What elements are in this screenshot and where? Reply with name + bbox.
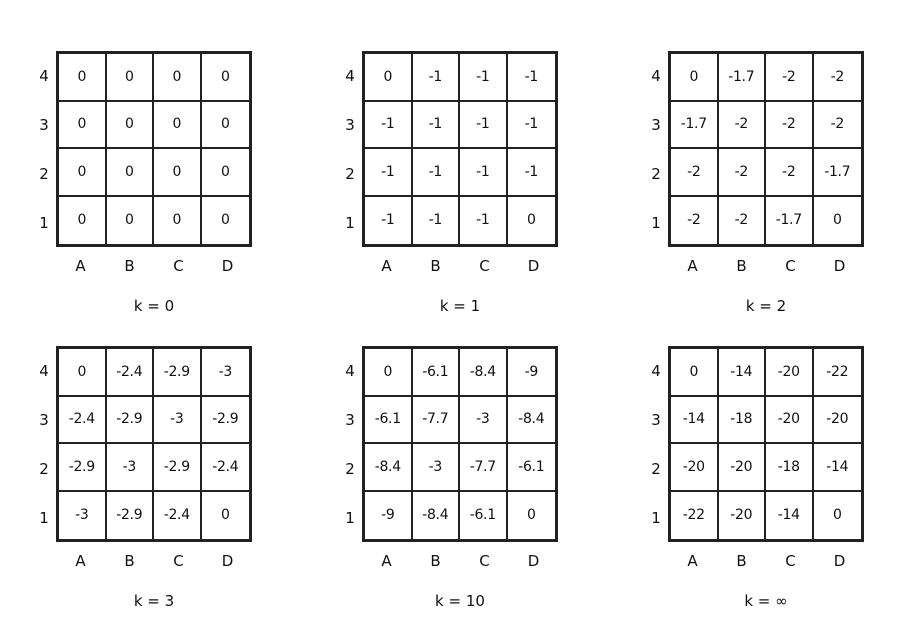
grid-cell: -2 bbox=[671, 149, 719, 197]
row-label: 3 bbox=[39, 116, 49, 134]
grid-cell: -2.9 bbox=[107, 492, 155, 540]
grid-cell: 0 bbox=[59, 349, 107, 397]
panel-caption: k = 0 bbox=[133, 297, 175, 315]
row-label: 4 bbox=[651, 67, 661, 85]
grid-cell: -14 bbox=[671, 397, 719, 445]
row-label: 4 bbox=[39, 67, 49, 85]
grid-cell: -1.7 bbox=[766, 197, 814, 245]
panel-caption: k = 10 bbox=[435, 592, 485, 610]
grid-cell: -20 bbox=[719, 444, 767, 492]
grid-cell: -2 bbox=[766, 54, 814, 102]
row-label: 3 bbox=[345, 411, 355, 429]
grid-cell: -1 bbox=[365, 197, 413, 245]
col-label: D bbox=[527, 257, 540, 275]
grid-cell: 0 bbox=[671, 54, 719, 102]
col-label: C bbox=[785, 552, 796, 570]
grid-cell: -6.1 bbox=[365, 397, 413, 445]
grid-cell: -1 bbox=[460, 197, 508, 245]
grid-cell: -2.4 bbox=[202, 444, 250, 492]
grid-cell: -3 bbox=[202, 349, 250, 397]
panel-k3 bbox=[36, 346, 276, 636]
grid-cell: -18 bbox=[719, 397, 767, 445]
row-label: 1 bbox=[345, 214, 355, 232]
grid-cell: 0 bbox=[59, 102, 107, 150]
col-label: B bbox=[124, 552, 135, 570]
value-grid bbox=[56, 51, 252, 247]
panel-caption: k = 1 bbox=[439, 297, 481, 315]
col-label: C bbox=[173, 257, 184, 275]
grid-cell: 0 bbox=[526, 507, 536, 524]
grid-cell: 0 bbox=[154, 102, 202, 150]
grid-cell: 0 bbox=[220, 507, 230, 524]
grid-cell: -2.9 bbox=[59, 444, 107, 492]
grid-cell: -2.9 bbox=[154, 444, 202, 492]
row-label: 3 bbox=[651, 116, 661, 134]
grid-cell: -2 bbox=[814, 102, 862, 150]
col-label: B bbox=[124, 257, 135, 275]
value-grid bbox=[668, 346, 864, 542]
grid-cell: -2.4 bbox=[154, 492, 202, 540]
col-label: C bbox=[479, 257, 490, 275]
row-label: 2 bbox=[39, 165, 49, 183]
grid-cell: -1.7 bbox=[719, 54, 767, 102]
col-label: A bbox=[381, 552, 392, 570]
value-grid bbox=[668, 51, 864, 247]
grid-cell: -22 bbox=[671, 492, 719, 540]
col-label: A bbox=[687, 552, 698, 570]
grid-cell: -2 bbox=[814, 54, 862, 102]
grid-cell: -2.4 bbox=[59, 397, 107, 445]
grid-cell: -8.4 bbox=[365, 444, 413, 492]
col-label: D bbox=[833, 257, 846, 275]
row-label: 2 bbox=[39, 460, 49, 478]
panel-k2 bbox=[648, 51, 888, 341]
row-label: 1 bbox=[345, 509, 355, 527]
grid-cell: -20 bbox=[814, 397, 862, 445]
grid-cell: -1 bbox=[508, 54, 556, 102]
grid-cell: -2.9 bbox=[202, 397, 250, 445]
grid-cell: -1 bbox=[508, 102, 556, 150]
row-label: 3 bbox=[651, 411, 661, 429]
grid-cell: -2 bbox=[766, 149, 814, 197]
grid-cell: -1.7 bbox=[814, 149, 862, 197]
grid-cell: -3 bbox=[59, 492, 107, 540]
grid-cell: 0 bbox=[107, 54, 155, 102]
grid-cell: -8.4 bbox=[460, 349, 508, 397]
grid-cell: -9 bbox=[365, 492, 413, 540]
col-label: B bbox=[430, 257, 441, 275]
panel-caption: k = 3 bbox=[133, 592, 175, 610]
grid-cell: -6.1 bbox=[413, 349, 461, 397]
grid-cell: -1 bbox=[413, 102, 461, 150]
grid-cell: 0 bbox=[202, 54, 250, 102]
grid-cell: 0 bbox=[832, 507, 842, 524]
grid-cell: -1 bbox=[413, 197, 461, 245]
grid-cell: -14 bbox=[719, 349, 767, 397]
row-label: 2 bbox=[651, 460, 661, 478]
grid-cell: -1 bbox=[460, 54, 508, 102]
grid-cell: 0 bbox=[107, 102, 155, 150]
grid-cell: 0 bbox=[59, 149, 107, 197]
grid-cell: -2.9 bbox=[154, 349, 202, 397]
grid-cell: -2 bbox=[719, 149, 767, 197]
grid-cell: 0 bbox=[107, 197, 155, 245]
value-grid bbox=[362, 346, 558, 542]
grid-cell: -1 bbox=[508, 149, 556, 197]
value-grid bbox=[362, 51, 558, 247]
grid-cell: -1.7 bbox=[671, 102, 719, 150]
row-label: 4 bbox=[651, 362, 661, 380]
grid-cell: -7.7 bbox=[460, 444, 508, 492]
col-label: D bbox=[221, 552, 234, 570]
col-label: B bbox=[736, 257, 747, 275]
grid-cell: 0 bbox=[365, 54, 413, 102]
row-label: 4 bbox=[39, 362, 49, 380]
grid-cell: 0 bbox=[832, 212, 842, 229]
row-label: 2 bbox=[651, 165, 661, 183]
grid-cell: -18 bbox=[766, 444, 814, 492]
grid-cell: -2.9 bbox=[107, 397, 155, 445]
row-label: 2 bbox=[345, 165, 355, 183]
col-label: A bbox=[381, 257, 392, 275]
grid-cell: 0 bbox=[202, 102, 250, 150]
grid-cell: 0 bbox=[154, 197, 202, 245]
col-label: D bbox=[527, 552, 540, 570]
col-label: C bbox=[173, 552, 184, 570]
grid-cell: -22 bbox=[814, 349, 862, 397]
row-label: 1 bbox=[39, 214, 49, 232]
grid-cell: -20 bbox=[671, 444, 719, 492]
grid-cell: 0 bbox=[59, 197, 107, 245]
grid-cell: -1 bbox=[413, 54, 461, 102]
grid-cell: -2.4 bbox=[107, 349, 155, 397]
grid-cell: -14 bbox=[814, 444, 862, 492]
row-label: 1 bbox=[651, 214, 661, 232]
grid-cell: 0 bbox=[202, 149, 250, 197]
panel-k1 bbox=[342, 51, 582, 341]
grid-cell: -2 bbox=[719, 102, 767, 150]
grid-cell: -1 bbox=[365, 149, 413, 197]
col-label: C bbox=[785, 257, 796, 275]
row-label: 3 bbox=[345, 116, 355, 134]
row-label: 1 bbox=[651, 509, 661, 527]
col-label: A bbox=[75, 257, 86, 275]
col-label: C bbox=[479, 552, 490, 570]
grid-cell: 0 bbox=[671, 349, 719, 397]
grid-cell: 0 bbox=[59, 54, 107, 102]
grid-cell: -2 bbox=[766, 102, 814, 150]
col-label: B bbox=[736, 552, 747, 570]
grid-cell: -14 bbox=[766, 492, 814, 540]
grid-cell: -8.4 bbox=[413, 492, 461, 540]
col-label: D bbox=[221, 257, 234, 275]
grid-cell: -3 bbox=[107, 444, 155, 492]
panel-kinf bbox=[648, 346, 888, 636]
grid-cell: -1 bbox=[460, 149, 508, 197]
panel-caption: k = ∞ bbox=[744, 592, 788, 610]
grid-cell: 0 bbox=[154, 149, 202, 197]
col-label: B bbox=[430, 552, 441, 570]
grid-cell: -1 bbox=[365, 102, 413, 150]
grid-cell: 0 bbox=[526, 212, 536, 229]
value-grid bbox=[56, 346, 252, 542]
col-label: A bbox=[687, 257, 698, 275]
row-label: 2 bbox=[345, 460, 355, 478]
row-label: 4 bbox=[345, 67, 355, 85]
grid-cell: -3 bbox=[413, 444, 461, 492]
panel-k0 bbox=[36, 51, 276, 341]
grid-cell: -6.1 bbox=[460, 492, 508, 540]
grid-cell: -3 bbox=[154, 397, 202, 445]
grid-cell: -9 bbox=[508, 349, 556, 397]
grid-cell: -2 bbox=[719, 197, 767, 245]
panel-caption: k = 2 bbox=[745, 297, 787, 315]
panel-k10 bbox=[342, 346, 582, 636]
grid-cell: 0 bbox=[220, 212, 230, 229]
grid-cell: -3 bbox=[460, 397, 508, 445]
grid-cell: -2 bbox=[671, 197, 719, 245]
grid-cell: -1 bbox=[413, 149, 461, 197]
grid-cell: -20 bbox=[719, 492, 767, 540]
grid-cell: 0 bbox=[154, 54, 202, 102]
col-label: A bbox=[75, 552, 86, 570]
row-label: 3 bbox=[39, 411, 49, 429]
grid-cell: -8.4 bbox=[508, 397, 556, 445]
grid-cell: -1 bbox=[460, 102, 508, 150]
grid-cell: -20 bbox=[766, 349, 814, 397]
grid-cell: 0 bbox=[365, 349, 413, 397]
row-label: 1 bbox=[39, 509, 49, 527]
grid-cell: -6.1 bbox=[508, 444, 556, 492]
col-label: D bbox=[833, 552, 846, 570]
grid-cell: -7.7 bbox=[413, 397, 461, 445]
row-label: 4 bbox=[345, 362, 355, 380]
grid-cell: -20 bbox=[766, 397, 814, 445]
grid-cell: 0 bbox=[107, 149, 155, 197]
